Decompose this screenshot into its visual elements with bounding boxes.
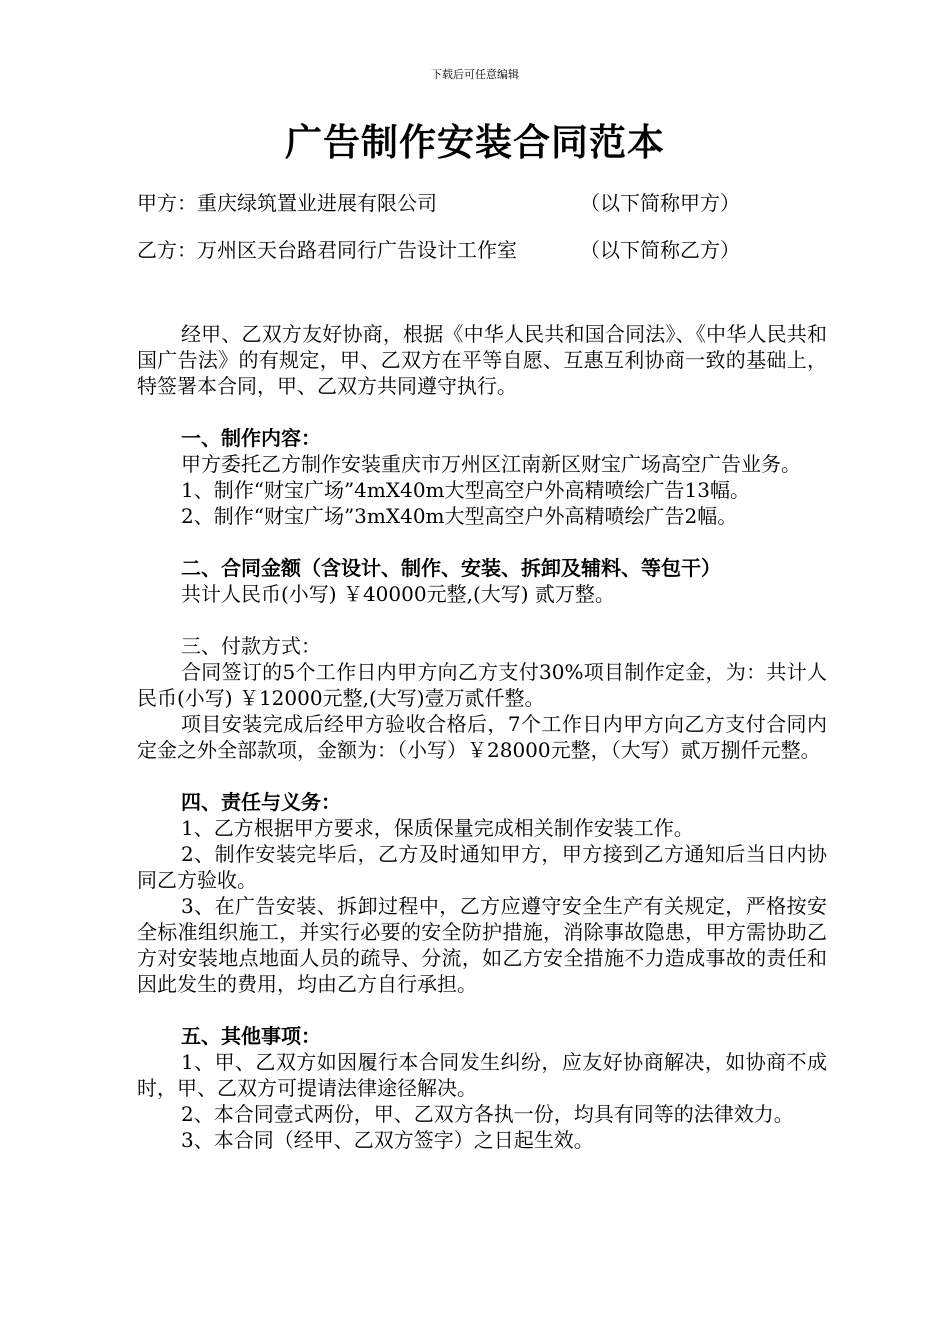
section-1-line: 2、制作“财宝广场”3mX40m大型高空户外高精喷绘广告2幅。 (181, 504, 738, 528)
contract-body (137, 321, 827, 1153)
party-b-label: 乙方：万州区天台路君同行广告设计工作室 (137, 238, 517, 262)
section-2-line: 共计人民币(小写) ￥40000元整,(大写) 贰万整。 (181, 582, 615, 606)
section-1-line: 甲方委托乙方制作安装重庆市万州区江南新区财宝广场高空广告业务。 (181, 452, 801, 476)
section-1-heading: 一、制作内容： (181, 426, 321, 450)
party-b (137, 234, 740, 263)
party-a-suffix: （以下简称甲方） (580, 191, 740, 215)
section-4-line: 2、制作安装完毕后，乙方及时通知甲方，甲方接到乙方通知后当日内协同乙方验收。 (137, 842, 827, 892)
section-5-line: 2、本合同壹式两份，甲、乙双方各执一份，均具有同等的法律效力。 (181, 1102, 794, 1126)
section-5-line: 3、本合同（经甲、乙双方签字）之日起生效。 (181, 1128, 594, 1152)
section-5-line: 1、甲、乙双方如因履行本合同发生纠纷，应友好协商解决，如协商不成时，甲、乙双方可提请法律途径解决。 (137, 1050, 827, 1100)
section-2-heading: 二、合同金额（含设计、制作、安装、拆卸及辅料、等包干） (181, 556, 721, 580)
intro-paragraph: 经甲、乙双方友好协商，根据《中华人民共和国合同法》、《中华人民共和国广告法》的有规定，甲、乙双方在平等自愿、互惠互利协商一致的基础上，特签署本合同，甲、乙双方共同遵守执行。 (137, 322, 827, 398)
section-3-heading: 三、付款方式： (181, 634, 321, 658)
section-3-line: 合同签订的5个工作日内甲方向乙方支付30%项目制作定金，为：共计人民币(小写) ￥12000元整,(大写)壹万贰仟整。 (137, 660, 827, 710)
header-note: 下载后可任意编辑 (431, 68, 519, 81)
party-a-label: 甲方：重庆绿筑置业进展有限公司 (137, 191, 437, 215)
party-b-suffix: （以下简称乙方） (580, 238, 740, 262)
page-title: 广告制作安装合同范本 (285, 120, 665, 164)
section-3-line: 项目安装完成后经甲方验收合格后，7个工作日内甲方向乙方支付合同内定金之外全部款项，金额为：（小写）￥28000元整，（大写）贰万捌仟元整。 (137, 712, 827, 762)
section-1-line: 1、制作“财宝广场”4mX40m大型高空户外高精喷绘广告13幅。 (181, 478, 750, 502)
section-4-line: 3、在广告安装、拆卸过程中，乙方应遵守安全生产有关规定，严格按安全标准组织施工，并实行必要的安全防护措施，消除事故隐患，甲方需协助乙方对安装地点地面人员的疏导、分流，如乙方安全措施不力造成事故的责任和因此发生的费用，均由乙方自行承担。 (137, 894, 827, 996)
section-4-line: 1、乙方根据甲方要求，保质保量完成相关制作安装工作。 (181, 816, 694, 840)
party-a (137, 187, 740, 216)
section-5-heading: 五、其他事项： (181, 1024, 321, 1048)
section-4-heading: 四、责任与义务： (181, 790, 341, 814)
